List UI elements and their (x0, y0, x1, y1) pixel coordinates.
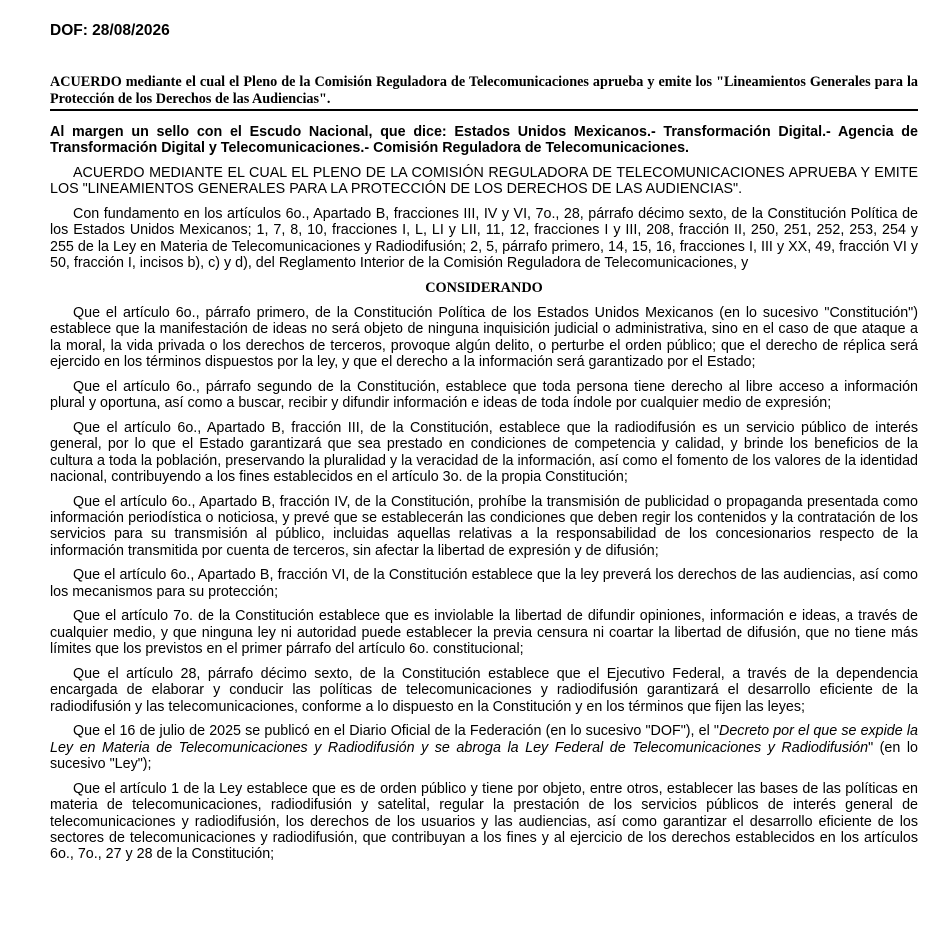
fundamento-paragraph: Con fundamento en los artículos 6o., Apartado B, fracciones III, IV y VI, 7o., 28, párrafo décimo sexto, de la Constitución Política de los Estados Unidos Mexicanos; 1, 7, 8, 10, fracciones I, L, LI y LII, 11, 12, fracciones I y III, 208, fracción II, 250, 251, 252, 253, 254 y 255 de la Ley en Materia de Telecomunicaciones y Radiodifusión; 2, 5, párrafo primero, 14, 15, 16, fracciones I, III y XX, 49, fracción VI y 50, fracción I, incisos b), c) y d), del Reglamento Interior de la Comisión Reguladora de Telecomunicaciones, y (50, 205, 918, 272)
acuerdo-header-title: ACUERDO mediante el cual el Pleno de la Comisión Reguladora de Telecomunicaciones aprueba y emite los "Lineamientos Generales para la Protección de los Derechos de las Audiencias". (50, 74, 918, 111)
considerando-heading: CONSIDERANDO (425, 279, 543, 296)
considerando-paragraph: Que el artículo 6o., párrafo primero, de la Constitución Política de los Estados Unidos Mexicanos (en lo sucesivo "Constitución") establece que la manifestación de ideas no será objeto de ninguna inquisición judicial o administrativa, sino en el caso de que ataque a la moral, la vida privada o los derechos de terceros, provoque algún delito, o perturbe el orden público; que el derecho de réplica será ejercido en los términos dispuestos por la ley, y que el derecho a la información será garantizado por el Estado; (50, 305, 918, 371)
ley-articulo-1-paragraph: Que el artículo 1 de la Ley establece que es de orden público y tiene por objeto, entre otros, establecer las bases de las políticas en materia de telecomunicaciones, radiodifusión y satelital, regular la prestación de los servicios públicos de interés general de telecomunicaciones y radiodifusión, los derechos de los usuarios y las audiencias, así como garantizar el desarrollo eficiente de los sectores de telecomunicaciones y radiodifusión, que contribuyan a los fines y al ejercicio de los derechos establecidos en los artículos 6o., 7o., 27 y 28 de la Constitución; (50, 780, 918, 863)
document-body (50, 122, 918, 871)
decreto-title-italic: Decreto por el que se expide la Ley en Materia de Telecomunicaciones y Radiodifusión y se abroga la Ley Federal de Telecomunicaciones y Radiodifusión (50, 723, 918, 756)
considerando-paragraph: Que el artículo 28, párrafo décimo sexto, de la Constitución establece que el Ejecutivo Federal, a través de la dependencia encargada de elaborar y conducir las políticas de telecomunicaciones y radiodifusión garantizará el desarrollo eficiente de la radiodifusión y las telecomunicaciones, conforme a lo dispuesto en la Constitución y en los términos que fijen las leyes; (50, 665, 918, 715)
considerando-paragraph: Que el artículo 6o., Apartado B, fracción III, de la Constitución, establece que la radiodifusión es un servicio público de interés general, por lo que el Estado garantizará que sea prestado en condiciones de competencia y calidad, y brinde los beneficios de la cultura a toda la población, preservando la pluralidad y la veracidad de la información, así como el fomento de los valores de la identidad nacional, contribuyendo a los fines establecidos en el artículo 3o. de la propia Constitución; (50, 419, 918, 486)
considerando-paragraph: Que el artículo 6o., párrafo segundo de la Constitución, establece que toda persona tiene derecho al libre acceso a información plural y oportuna, así como a buscar, recibir y difundir información e ideas de toda índole por cualquier medio de expresión; (50, 378, 918, 412)
decreto-prefix: Que el 16 de julio de 2025 se publicó en el Diario Oficial de la Federación (en lo sucesivo "DOF"), el " (73, 723, 720, 740)
decreto-suffix: " (en lo sucesivo "Ley"); (50, 739, 919, 773)
considerando-paragraph: Que el artículo 7o. de la Constitución establece que es inviolable la libertad de difundir opiniones, información e ideas, a través de cualquier medio, y que ninguna ley ni autoridad puede establecer la previa censura ni coartar la libertad de difusión, que no tiene más límites que los previstos en el primer párrafo del artículo 6o. constitucional; (50, 608, 918, 658)
margin-note: Al margen un sello con el Escudo Nacional, que dice: Estados Unidos Mexicanos.- Transformación Digital.- Agencia de Transformación Digital y Telecomunicaciones.- Comisión Reguladora de Telecomunicaciones. (50, 124, 918, 157)
acuerdo-title-uppercase: ACUERDO MEDIANTE EL CUAL EL PLENO DE LA COMISIÓN REGULADORA DE TELECOMUNICACIONES APRUEBA Y EMITE LOS "LINEAMIENTOS GENERALES PARA LA PROTECCIÓN DE LOS DERECHOS DE LAS AUDIENCIAS". (50, 164, 918, 198)
dof-date: DOF: 28/08/2026 (50, 22, 170, 39)
decreto-paragraph (50, 723, 918, 772)
considerando-paragraph: Que el artículo 6o., Apartado B, fracción VI, de la Constitución establece que la ley preverá los derechos de las audiencias, así como los mecanismos para su protección; (50, 567, 918, 600)
considerando-paragraph: Que el artículo 6o., Apartado B, fracción IV, de la Constitución, prohíbe la transmisión de publicidad o propaganda presentada como información periodística o noticiosa, y prevé que se establecerán las condiciones que deben regir los contenidos y la contratación de los servicios para su transmisión al público, incluidas aquellas relativas a la responsabilidad de los concesionarios respecto de la información transmitida por cuenta de terceros, sin afectar la libertad de expresión y de difusión; (50, 493, 918, 559)
